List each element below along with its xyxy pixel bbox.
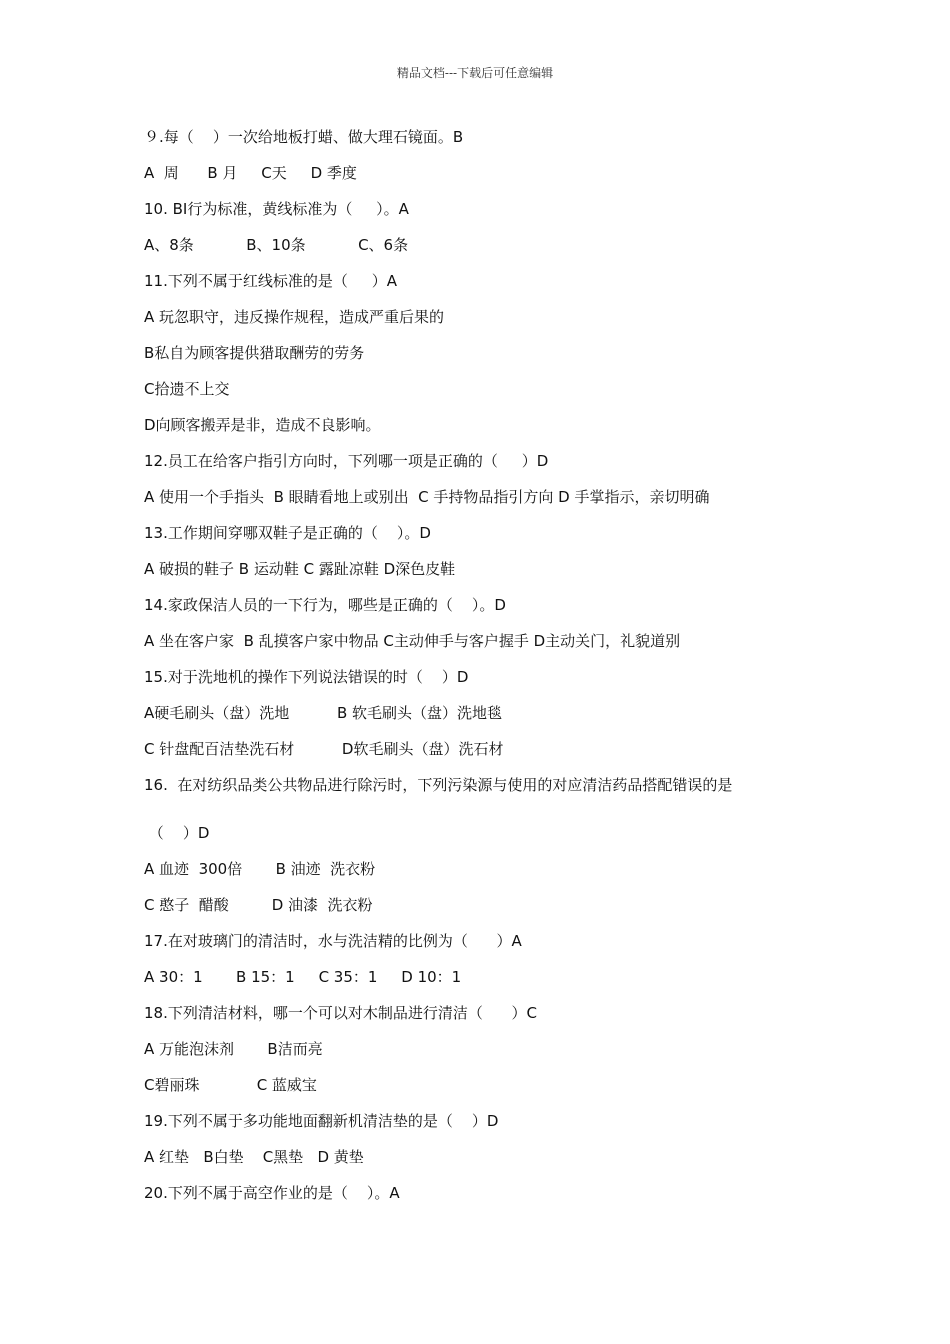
question-list xyxy=(144,124,864,1216)
question-line: 12.员工在给客户指引方向时，下列哪一项是正确的（ ）D xyxy=(144,452,549,470)
answer-option-line: A 玩忽职守，违反操作规程，造成严重后果的 xyxy=(144,308,445,326)
page-header: 精品文档---下载后可任意编辑 xyxy=(396,66,554,80)
answer-options-line: A 红垫 B白垫 C黑垫 D 黄垫 xyxy=(144,1148,364,1166)
answer-options-line: A 破损的鞋子 B 运动鞋 C 露趾凉鞋 D深色皮鞋 xyxy=(144,560,456,578)
question-line: 10. BI行为标准，黄线标准为（ ）。A xyxy=(144,200,409,218)
question-line: 15.对于洗地机的操作下列说法错误的时（ ）D xyxy=(144,668,469,686)
question-line: 19.下列不属于多功能地面翻新机清洁垫的是（ ）D xyxy=(144,1112,499,1130)
answer-options-line: A 坐在客户家 B 乱摸客户家中物品 C主动伸手与客户握手 D主动关门，礼貌道别 xyxy=(144,632,681,650)
answer-options-line: C 憨子 醋酸 D 油漆 洗衣粉 xyxy=(144,896,373,914)
question-line: 16. 在对纺织品类公共物品进行除污时，下列污染源与使用的对应清洁药品搭配错误的是 xyxy=(144,776,733,794)
answer-options-line: C碧丽珠 C 蓝威宝 xyxy=(144,1076,317,1094)
answer-options-line: A、8条 B、10条 C、6条 xyxy=(144,236,409,254)
question-line: 20.下列不属于高空作业的是（ ）。A xyxy=(144,1184,400,1202)
answer-options-line: A 使用一个手指头 B 眼睛看地上或别出 C 手持物品指引方向 D 手掌指示，亲切明确 xyxy=(144,488,710,506)
question-line: 18.下列清洁材料，哪一个可以对木制品进行清洁（ ）C xyxy=(144,1004,537,1022)
answer-option-line: C拾遗不上交 xyxy=(144,380,230,398)
answer-options-line: A 血迹 300倍 B 油迹 洗衣粉 xyxy=(144,860,376,878)
answer-options-line: A 周 B 月 C天 D 季度 xyxy=(144,164,357,182)
answer-options-line: A 万能泡沫剂 B洁而亮 xyxy=(144,1040,323,1058)
question-line: 17.在对玻璃门的清洁时，水与洗洁精的比例为（ ）A xyxy=(144,932,522,950)
answer-option-line: D向顾客搬弄是非，造成不良影响。 xyxy=(144,416,381,434)
answer-option-line: B私自为顾客提供猎取酬劳的劳务 xyxy=(144,344,365,362)
question-line: 14.家政保洁人员的一下行为，哪些是正确的（ ）。D xyxy=(144,596,506,614)
answer-options-line: C 针盘配百洁垫洗石材 D软毛刷头（盘）洗石材 xyxy=(144,740,504,758)
question-line-continued: （ ）D xyxy=(144,824,210,842)
answer-options-line: A硬毛刷头（盘）洗地 B 软毛刷头（盘）洗地毯 xyxy=(144,704,503,722)
question-line: ９.每（ ）一次给地板打蜡、做大理石镜面。B xyxy=(144,128,464,146)
question-line: 11.下列不属于红线标准的是（ ）A xyxy=(144,272,397,290)
answer-options-line: A 30：1 B 15：1 C 35：1 D 10：1 xyxy=(144,968,462,986)
question-line: 13.工作期间穿哪双鞋子是正确的（ ）。D xyxy=(144,524,431,542)
